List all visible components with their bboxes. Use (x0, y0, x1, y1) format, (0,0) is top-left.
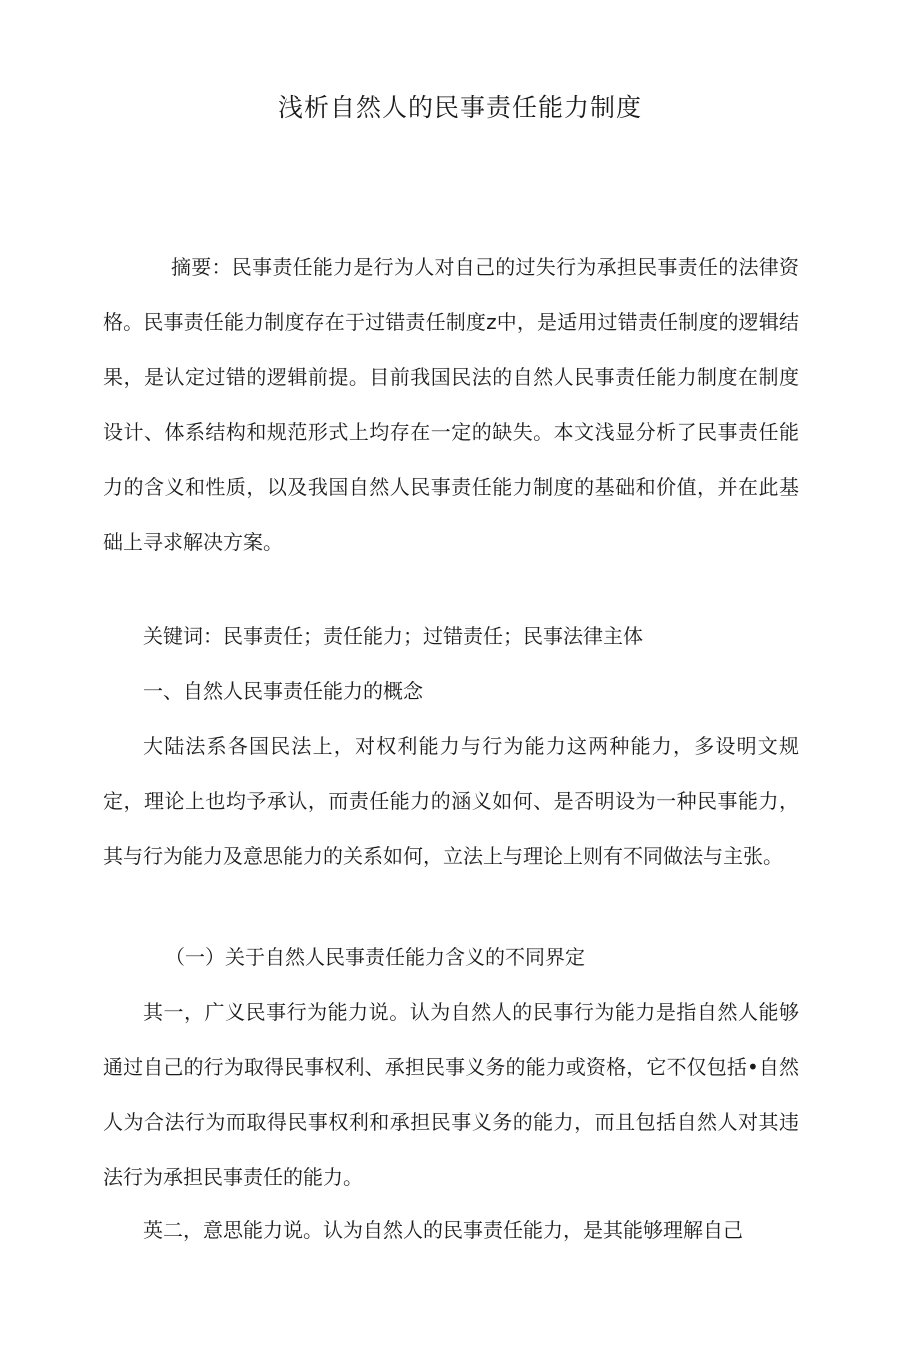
body-paragraph: 大陆法系各国民法上，对权利能力与行为能力这两种能力，多设明文规定，理论上也均予承认，而责任能力的涵义如何、是否明设为一种民事能力，其与行为能力及意思能力的关系如何，立法上与理论上则有不同做法与主张。 (103, 734, 799, 868)
document-title: 浅析自然人的民事责任能力制度 (277, 93, 642, 122)
keywords-line: 关键词：民事责任；责任能力；过错责任；民事法律主体 (143, 624, 643, 648)
abstract-paragraph: 摘要：民事责任能力是行为人对自己的过失行为承担民事责任的法律资格。民事责任能力制度存在于过错责任制度z中，是适用过错责任制度的逻辑结果，是认定过错的逻辑前提。目前我国民法的自然人民事责任能力制度在制度设计、体系结构和规范形式上均存在一定的缺失。本文浅显分析了民事责任能力的含义和性质，以及我国自然人民事责任能力制度的基础和价值，并在此基础上寻求解决方案。 (103, 255, 799, 554)
section-heading: 一、自然人民事责任能力的概念 (143, 679, 423, 703)
body-paragraph: 其一，广义民事行为能力说。认为自然人的民事行为能力是指自然人能够通过自己的行为取得民事权利、承担民事义务的能力或资格，它不仅包括•自然人为合法行为而取得民事权利和承担民事义务的能力，而且包括自然人对其违法行为承担民事责任的能力。 (103, 1000, 799, 1189)
subsection-heading: （一）关于自然人民事责任能力含义的不同界定 (165, 945, 585, 969)
body-paragraph: 英二，意思能力说。认为自然人的民事责任能力，是其能够理解自己 (143, 1218, 743, 1242)
